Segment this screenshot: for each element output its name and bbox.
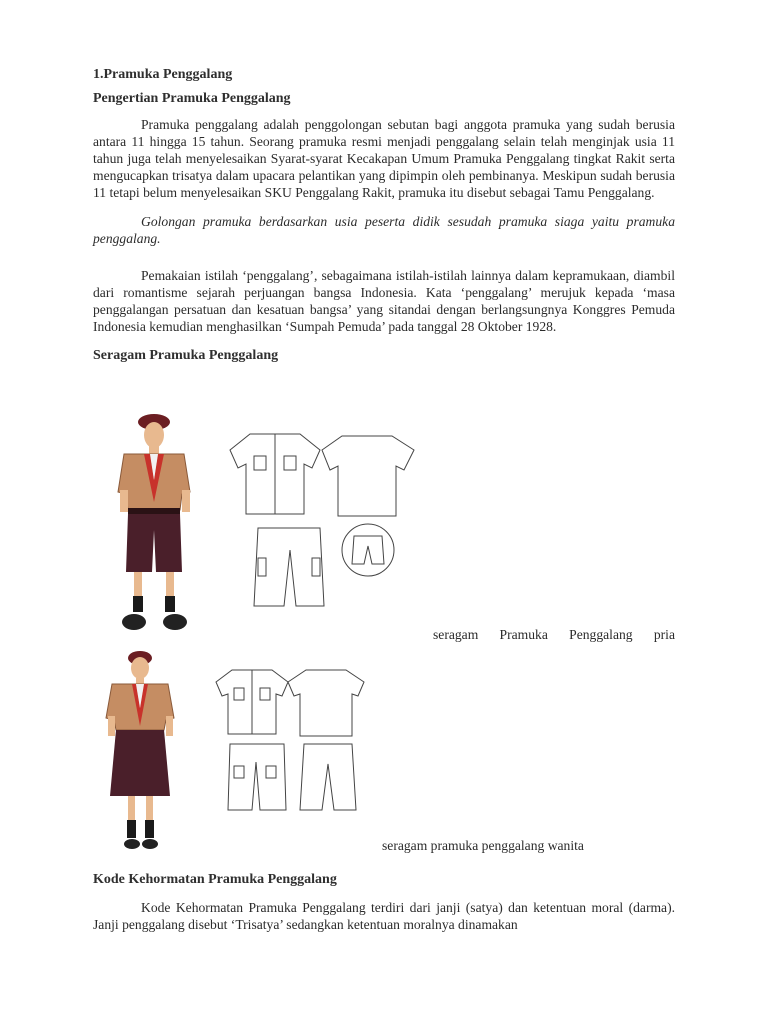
document-page bbox=[93, 62, 675, 365]
paragraph-istilah: Pemakaian istilah ‘penggalang’, sebagaimana istilah-istilah lainnya dalam kepramukaan, diambil dari romantisme sejarah perjuangan bangsa Indonesia. Kata ‘penggalang’ merujuk kepada ‘masa penggalangan persatuan dan kesatuan bangsa’ yang sitandai dengan berlangsungnya Konggres Pemuda Indonesia kemudian menghasilkan ‘Sumpah Pemuda’ pada tanggal 28 Oktober 1928. bbox=[93, 268, 675, 334]
trousers-icon bbox=[300, 744, 356, 810]
male-uniform-drawings bbox=[228, 428, 428, 618]
caption-female: seragam pramuka penggalang wanita bbox=[382, 838, 584, 853]
section-title: 1.Pramuka Penggalang bbox=[93, 67, 233, 82]
subheading-kode: Kode Kehormatan Pramuka Penggalang bbox=[93, 872, 337, 887]
paragraph-golongan: Golongan pramuka berdasarkan usia peserta didik sesudah pramuka siaga yaitu pramuka penggalang. bbox=[93, 214, 675, 246]
paragraph-definition: Pramuka penggalang adalah penggolongan sebutan bagi anggota pramuka yang sudah berusia antara 11 hingga 15 tahun. Seorang pramuka resmi menjadi penggalang selain telah menginjak usia 11 tahun juga telah menyelesaikan Syarat-syarat Kecakapan Umum Pramuka Penggalang tingkat Rakit serta mengucapkan trisatya dalam upacara pelantikan yang dipimpin oleh pembinanya. Meskipun sudah berusia 11 tetapi belum menyelesaikan SKU Penggalang Rakit, pramuka itu disebut sebagai Tamu Penggalang. bbox=[93, 117, 675, 200]
female-uniform-drawings bbox=[214, 664, 370, 814]
subheading-pengertian: Pengertian Pramuka Penggalang bbox=[93, 91, 291, 106]
caption-male: seragam Pramuka Penggalang pria bbox=[433, 627, 675, 642]
detail-circle-icon bbox=[342, 524, 394, 576]
male-scout-figure bbox=[112, 410, 202, 640]
paragraph-kode: Kode Kehormatan Pramuka Penggalang terdiri dari janji (satya) dan ketentuan moral (darma). Janji penggalang disebut ‘Trisatya’ sedangkan ketentuan moralnya dinamakan bbox=[93, 900, 675, 932]
document-page-lower bbox=[93, 871, 675, 933]
subheading-seragam: Seragam Pramuka Penggalang bbox=[93, 348, 279, 363]
female-scout-figure bbox=[104, 648, 184, 853]
shirt-back-icon bbox=[322, 436, 414, 516]
shirt-back-icon bbox=[288, 670, 364, 736]
